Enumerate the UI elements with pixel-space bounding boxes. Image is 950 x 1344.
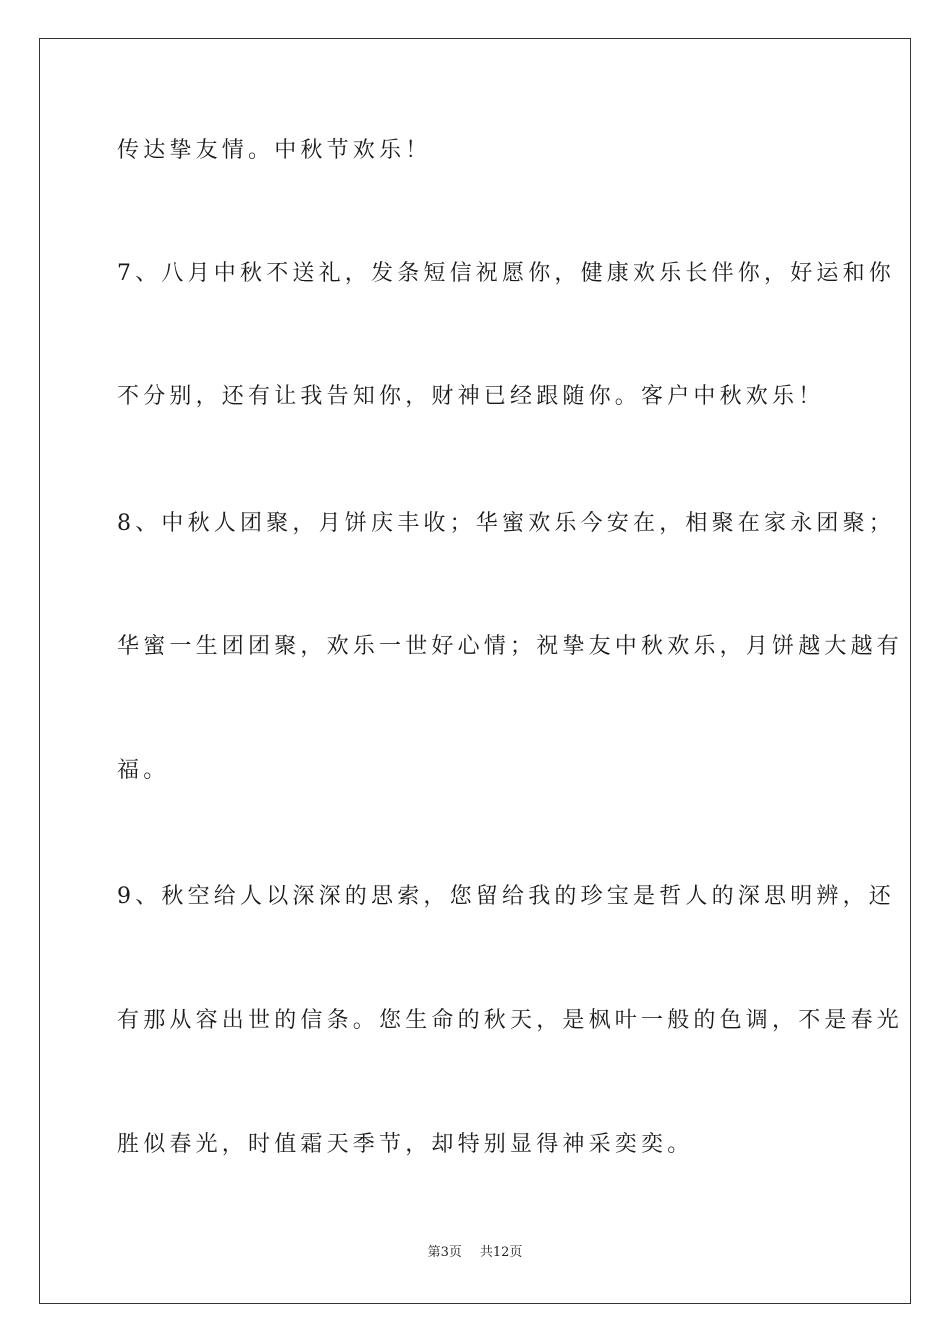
page-footer [0,1244,950,1262]
text-line-8: 有那从容出世的信条。您生命的秋天，是枫叶一般的色调，不是春光 [117,1008,904,1033]
text-line-4: 8、中秋人团聚，月饼庆丰收；华蜜欢乐今安在，相聚在家永团聚； [117,511,895,536]
text-line-9: 胜似春光，时值霜天季节，却特别显得神采奕奕。 [117,1132,694,1157]
page-number: 第3页 [427,1245,462,1260]
page-border [39,38,911,1304]
text-line-7: 9、秋空给人以深深的思索，您留给我的珍宝是哲人的深思明辨，还 [117,884,895,909]
text-line-3: 不分别，还有让我告知你，财神已经跟随你。客户中秋欢乐！ [117,384,825,409]
page-total: 共12页 [479,1245,523,1260]
text-line-2: 7、八月中秋不送礼，发条短信祝愿你，健康欢乐长伴你，好运和你 [117,261,895,286]
text-line-6: 福。 [117,758,170,783]
text-line-1: 传达挚友情。中秋节欢乐！ [117,138,432,163]
text-line-5: 华蜜一生团团聚，欢乐一世好心情；祝挚友中秋欢乐，月饼越大越有 [117,634,904,659]
